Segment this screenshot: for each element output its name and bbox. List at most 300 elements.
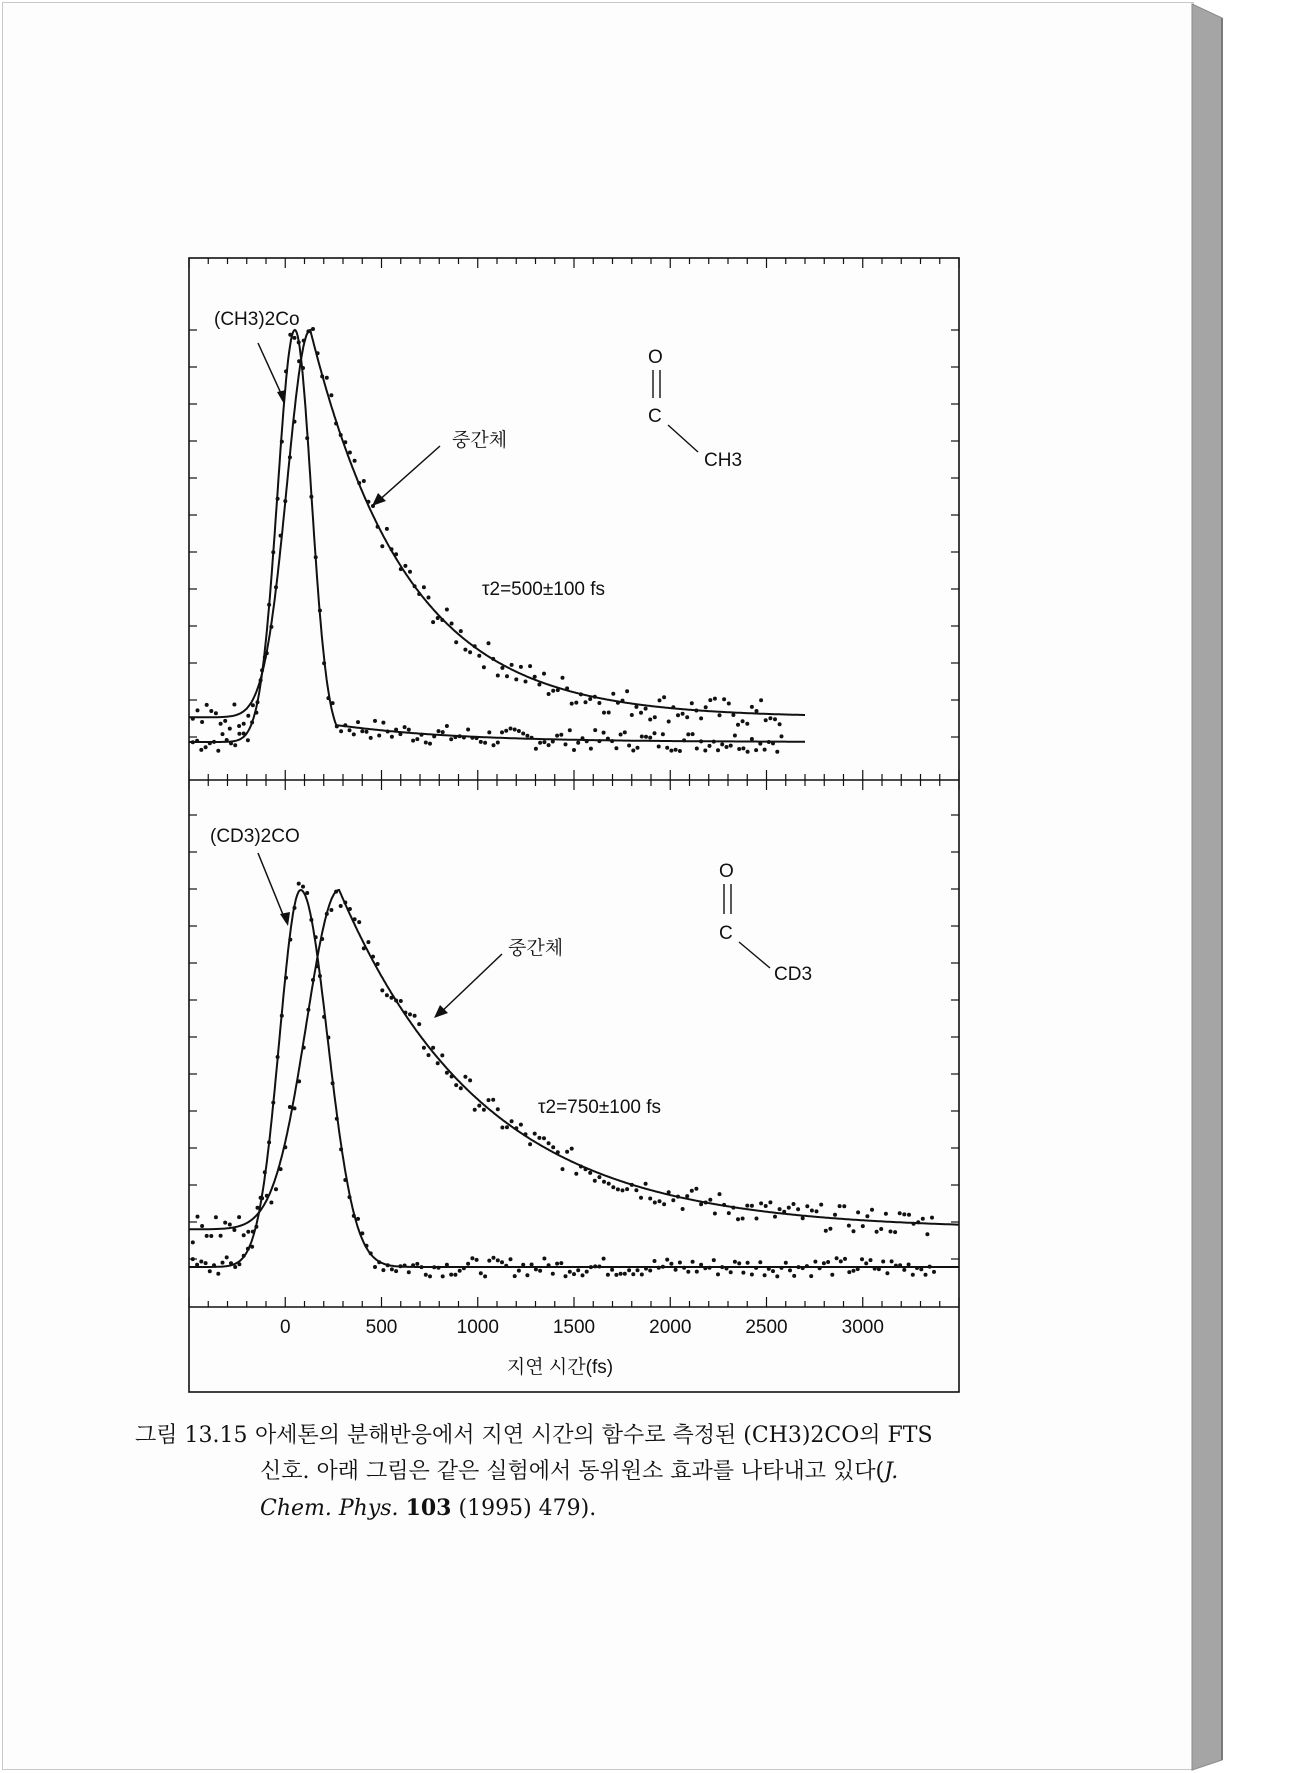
data-point bbox=[564, 1274, 568, 1278]
data-point bbox=[775, 750, 779, 754]
data-point bbox=[644, 735, 648, 739]
data-point bbox=[450, 622, 454, 626]
data-point bbox=[856, 1210, 860, 1214]
top-tau-label: τ2=500±100 fs bbox=[482, 579, 606, 600]
data-point bbox=[509, 727, 513, 731]
data-point bbox=[568, 1270, 572, 1274]
data-point bbox=[648, 1197, 652, 1201]
data-point bbox=[639, 1196, 643, 1200]
top-single-bond bbox=[668, 425, 698, 452]
data-point bbox=[662, 695, 666, 699]
data-point bbox=[780, 734, 784, 738]
data-point bbox=[381, 721, 385, 725]
x-tick-labels bbox=[280, 1317, 884, 1338]
data-point bbox=[223, 719, 227, 723]
data-point bbox=[691, 1260, 695, 1264]
data-point bbox=[525, 734, 529, 738]
data-point bbox=[534, 747, 538, 751]
bottom-structure bbox=[719, 861, 812, 985]
plot-frame bbox=[189, 258, 959, 1392]
top-structure bbox=[648, 347, 742, 471]
data-point bbox=[555, 734, 559, 738]
data-point bbox=[223, 1221, 227, 1225]
data-point bbox=[339, 904, 343, 908]
top-intermediate-label: 중간체 bbox=[452, 430, 508, 451]
data-point bbox=[542, 1136, 546, 1140]
data-point bbox=[431, 620, 435, 624]
data-point bbox=[842, 1204, 846, 1208]
data-point bbox=[737, 747, 741, 751]
data-point bbox=[570, 702, 574, 706]
data-point bbox=[237, 724, 241, 728]
data-point bbox=[517, 1269, 521, 1273]
data-point bbox=[671, 1198, 675, 1202]
data-point bbox=[200, 720, 204, 724]
data-point bbox=[606, 1273, 610, 1277]
data-point bbox=[228, 1223, 232, 1227]
data-point bbox=[424, 741, 428, 745]
data-point bbox=[703, 749, 707, 753]
data-point bbox=[813, 1260, 817, 1264]
data-point bbox=[665, 746, 669, 750]
data-point bbox=[415, 1262, 419, 1266]
data-point bbox=[833, 1213, 837, 1217]
top-intermediate-arrow bbox=[376, 446, 440, 503]
data-point bbox=[441, 1274, 445, 1278]
bottom-panel bbox=[189, 826, 959, 1278]
data-point bbox=[763, 748, 767, 752]
data-point bbox=[729, 1270, 733, 1274]
data-point bbox=[864, 1261, 868, 1265]
data-point bbox=[473, 1108, 477, 1112]
data-point bbox=[602, 1257, 606, 1261]
caption-label: 그림 13.15 bbox=[135, 1423, 248, 1448]
data-point bbox=[208, 1269, 212, 1273]
data-point bbox=[246, 714, 250, 718]
data-point bbox=[510, 1119, 514, 1123]
data-point bbox=[879, 1227, 883, 1231]
data-point bbox=[809, 1274, 813, 1278]
data-point bbox=[487, 730, 491, 734]
data-point bbox=[653, 731, 657, 735]
data-point bbox=[860, 1257, 864, 1261]
data-point bbox=[839, 1259, 843, 1263]
data-point bbox=[665, 1258, 669, 1262]
data-point bbox=[482, 1108, 486, 1112]
data-point bbox=[678, 1261, 682, 1265]
data-point bbox=[674, 1268, 678, 1272]
data-point bbox=[348, 451, 352, 455]
x-tick-label: 1000 bbox=[456, 1317, 499, 1338]
data-point bbox=[686, 1270, 690, 1274]
data-point bbox=[644, 707, 648, 711]
data-point bbox=[653, 1259, 657, 1263]
data-point bbox=[551, 1145, 555, 1149]
data-point bbox=[348, 728, 352, 732]
data-point bbox=[788, 1268, 792, 1272]
data-point bbox=[492, 1256, 496, 1260]
bottom-parent-curve bbox=[189, 890, 959, 1267]
data-point bbox=[625, 689, 629, 693]
data-point bbox=[669, 749, 673, 753]
data-point bbox=[614, 1273, 618, 1277]
data-point bbox=[890, 1259, 894, 1263]
data-point bbox=[773, 1215, 777, 1219]
data-point bbox=[519, 1123, 523, 1127]
data-point bbox=[568, 728, 572, 732]
data-point bbox=[607, 1182, 611, 1186]
data-point bbox=[729, 744, 733, 748]
figure-caption bbox=[135, 1418, 1015, 1527]
data-point bbox=[835, 1256, 839, 1260]
data-point bbox=[514, 677, 518, 681]
data-point bbox=[661, 732, 665, 736]
data-point bbox=[233, 743, 237, 747]
data-point bbox=[491, 1098, 495, 1102]
data-point bbox=[496, 1258, 500, 1262]
caption-line-2: 신호. 아래 그림은 같은 실험에서 동위원소 효과를 나타내고 있다( bbox=[260, 1459, 885, 1484]
data-point bbox=[362, 479, 366, 483]
data-point bbox=[542, 1257, 546, 1261]
data-point bbox=[875, 1230, 879, 1234]
data-point bbox=[561, 676, 565, 680]
data-point bbox=[242, 722, 246, 726]
data-point bbox=[746, 1261, 750, 1265]
bottom-intermediate-arrow bbox=[438, 954, 502, 1015]
data-point bbox=[440, 1053, 444, 1057]
data-point bbox=[784, 1261, 788, 1265]
data-point bbox=[221, 1261, 225, 1265]
data-point bbox=[385, 527, 389, 531]
data-point bbox=[662, 1202, 666, 1206]
data-point bbox=[907, 1213, 911, 1217]
data-point bbox=[547, 692, 551, 696]
data-point bbox=[911, 1273, 915, 1277]
data-point bbox=[870, 1208, 874, 1212]
data-point bbox=[597, 1175, 601, 1179]
data-point bbox=[572, 1272, 576, 1276]
data-point bbox=[572, 748, 576, 752]
data-point bbox=[607, 711, 611, 715]
data-point bbox=[681, 1207, 685, 1211]
data-point bbox=[792, 1274, 796, 1278]
data-point bbox=[570, 1147, 574, 1151]
data-point bbox=[930, 1216, 934, 1220]
data-point bbox=[517, 729, 521, 733]
data-point bbox=[417, 1022, 421, 1026]
data-point bbox=[216, 1272, 220, 1276]
bottom-molecule-arrow bbox=[258, 853, 286, 922]
data-point bbox=[704, 705, 708, 709]
data-point bbox=[902, 1212, 906, 1216]
data-point bbox=[482, 665, 486, 669]
data-point bbox=[685, 715, 689, 719]
data-point bbox=[445, 724, 449, 728]
data-point bbox=[576, 1268, 580, 1272]
data-point bbox=[584, 700, 588, 704]
data-point bbox=[301, 885, 305, 889]
data-point bbox=[269, 1201, 273, 1205]
data-point bbox=[369, 736, 373, 740]
data-point bbox=[559, 1261, 563, 1265]
data-point bbox=[639, 711, 643, 715]
data-point bbox=[695, 747, 699, 751]
data-point bbox=[547, 743, 551, 747]
data-point bbox=[205, 703, 209, 707]
data-point bbox=[653, 1201, 657, 1205]
data-point bbox=[619, 733, 623, 737]
data-point bbox=[581, 1273, 585, 1277]
data-point bbox=[377, 734, 381, 738]
data-point bbox=[658, 698, 662, 702]
data-point bbox=[196, 708, 200, 712]
data-point bbox=[648, 736, 652, 740]
data-point bbox=[686, 732, 690, 736]
data-point bbox=[674, 748, 678, 752]
caption-year-page: (1995) 479). bbox=[458, 1496, 597, 1521]
data-point bbox=[685, 1194, 689, 1198]
data-point bbox=[428, 742, 432, 746]
data-point bbox=[925, 1232, 929, 1236]
data-point bbox=[727, 1211, 731, 1215]
data-point bbox=[722, 697, 726, 701]
data-point bbox=[695, 1270, 699, 1274]
data-point bbox=[413, 1014, 417, 1018]
data-point bbox=[847, 1224, 851, 1228]
data-point bbox=[597, 701, 601, 705]
data-point bbox=[233, 1265, 237, 1269]
data-point bbox=[551, 1272, 555, 1276]
data-point bbox=[436, 1061, 440, 1065]
data-point bbox=[625, 1187, 629, 1191]
data-point bbox=[750, 1204, 754, 1208]
data-point bbox=[667, 720, 671, 724]
data-point bbox=[636, 746, 640, 750]
bottom-methyl-label: CD3 bbox=[774, 964, 813, 985]
data-point bbox=[588, 697, 592, 701]
data-point bbox=[204, 745, 208, 749]
data-point bbox=[712, 1258, 716, 1262]
data-point bbox=[394, 1269, 398, 1273]
data-point bbox=[437, 729, 441, 733]
data-point bbox=[669, 1262, 673, 1266]
data-point bbox=[475, 1258, 479, 1262]
data-point bbox=[826, 1260, 830, 1264]
data-point bbox=[745, 1204, 749, 1208]
data-point bbox=[454, 640, 458, 644]
data-point bbox=[219, 722, 223, 726]
data-point bbox=[708, 744, 712, 748]
data-point bbox=[861, 1224, 865, 1228]
bottom-single-bond bbox=[739, 942, 770, 968]
data-point bbox=[477, 1104, 481, 1108]
data-point bbox=[542, 740, 546, 744]
data-point bbox=[449, 737, 453, 741]
x-tick-label: 2000 bbox=[649, 1317, 692, 1338]
data-point bbox=[869, 1258, 873, 1262]
data-point bbox=[407, 728, 411, 732]
data-point bbox=[221, 732, 225, 736]
data-point bbox=[678, 749, 682, 753]
data-point bbox=[589, 747, 593, 751]
data-point bbox=[593, 1179, 597, 1183]
data-point bbox=[746, 750, 750, 754]
data-point bbox=[191, 1240, 195, 1244]
data-point bbox=[602, 711, 606, 715]
tick-marks bbox=[189, 258, 959, 1307]
x-tick-label: 1500 bbox=[552, 1317, 596, 1338]
data-point bbox=[459, 629, 463, 633]
data-point bbox=[614, 746, 618, 750]
data-point bbox=[623, 730, 627, 734]
x-tick-label: 3000 bbox=[841, 1317, 884, 1338]
bottom-oxygen-label: O bbox=[719, 861, 734, 882]
data-point bbox=[399, 999, 403, 1003]
data-point bbox=[293, 336, 297, 340]
data-point bbox=[246, 1230, 250, 1234]
data-point bbox=[843, 1257, 847, 1261]
data-point bbox=[199, 1260, 203, 1264]
data-point bbox=[199, 748, 203, 752]
data-point bbox=[708, 698, 712, 702]
data-point bbox=[775, 1274, 779, 1278]
data-point bbox=[824, 1229, 828, 1233]
data-point bbox=[828, 1227, 832, 1231]
data-point bbox=[311, 327, 315, 331]
data-point bbox=[390, 735, 394, 739]
data-point bbox=[822, 1261, 826, 1265]
data-point bbox=[505, 674, 509, 678]
data-point bbox=[487, 1098, 491, 1102]
caption-volume: 103 bbox=[405, 1495, 452, 1521]
data-point bbox=[847, 1270, 851, 1274]
data-point bbox=[510, 663, 514, 667]
bottom-molecule-arrowhead bbox=[280, 912, 290, 926]
top-intermediate-arrowhead bbox=[372, 493, 386, 506]
data-point bbox=[758, 1260, 762, 1264]
data-point bbox=[513, 728, 517, 732]
data-point bbox=[528, 664, 532, 668]
data-point bbox=[636, 1268, 640, 1272]
data-point bbox=[623, 1272, 627, 1276]
data-point bbox=[561, 1167, 565, 1171]
data-point bbox=[653, 715, 657, 719]
top-oxygen-label: O bbox=[648, 347, 663, 368]
data-point bbox=[574, 701, 578, 705]
data-point bbox=[505, 1125, 509, 1129]
data-point bbox=[415, 737, 419, 741]
data-point bbox=[504, 729, 508, 733]
data-point bbox=[838, 1204, 842, 1208]
data-point bbox=[924, 1273, 928, 1277]
data-point bbox=[427, 596, 431, 600]
data-point bbox=[611, 1185, 615, 1189]
data-point bbox=[602, 1180, 606, 1184]
data-point bbox=[574, 1172, 578, 1176]
data-point bbox=[559, 733, 563, 737]
data-point bbox=[750, 737, 754, 741]
data-point bbox=[479, 740, 483, 744]
data-point bbox=[500, 1260, 504, 1264]
data-point bbox=[242, 1233, 246, 1237]
data-point bbox=[373, 719, 377, 723]
data-point bbox=[621, 1188, 625, 1192]
caption-journal: Chem. Phys. bbox=[260, 1496, 399, 1521]
data-point bbox=[325, 376, 329, 380]
data-point bbox=[225, 1255, 229, 1259]
data-point bbox=[631, 1272, 635, 1276]
bottom-intermediate-label: 중간체 bbox=[508, 938, 564, 959]
data-point bbox=[932, 1270, 936, 1274]
data-point bbox=[764, 1204, 768, 1208]
data-point bbox=[564, 742, 568, 746]
data-point bbox=[634, 1188, 638, 1192]
data-point bbox=[530, 1263, 534, 1267]
data-point bbox=[196, 1215, 200, 1219]
data-point bbox=[427, 1053, 431, 1057]
data-point bbox=[547, 1141, 551, 1145]
data-point bbox=[408, 570, 412, 574]
data-point bbox=[407, 1270, 411, 1274]
data-point bbox=[593, 728, 597, 732]
data-point bbox=[538, 1269, 542, 1273]
data-point bbox=[537, 683, 541, 687]
data-point bbox=[487, 1259, 491, 1263]
data-point bbox=[565, 1150, 569, 1154]
data-point bbox=[466, 1262, 470, 1266]
bottom-data-points bbox=[191, 882, 936, 1279]
data-point bbox=[885, 1271, 889, 1275]
data-point bbox=[640, 1273, 644, 1277]
data-point bbox=[528, 1142, 532, 1146]
data-point bbox=[428, 1274, 432, 1278]
data-point bbox=[648, 1269, 652, 1273]
data-point bbox=[496, 741, 500, 745]
data-point bbox=[708, 1198, 712, 1202]
data-point bbox=[205, 1234, 209, 1238]
data-point bbox=[764, 718, 768, 722]
data-point bbox=[403, 725, 407, 729]
top-panel bbox=[189, 309, 805, 754]
data-point bbox=[759, 1201, 763, 1205]
data-point bbox=[555, 1262, 559, 1266]
data-point bbox=[542, 672, 546, 676]
data-point bbox=[477, 654, 481, 658]
data-point bbox=[713, 697, 717, 701]
data-point bbox=[741, 1217, 745, 1221]
data-point bbox=[810, 1209, 814, 1213]
data-point bbox=[496, 674, 500, 678]
data-point bbox=[921, 1217, 925, 1221]
data-point bbox=[214, 1215, 218, 1219]
data-point bbox=[736, 1217, 740, 1221]
top-carbon-label: C bbox=[648, 406, 662, 427]
data-point bbox=[801, 1216, 805, 1220]
data-point bbox=[209, 709, 213, 713]
data-point bbox=[339, 729, 343, 733]
data-point bbox=[694, 1187, 698, 1191]
data-point bbox=[352, 732, 356, 736]
data-point bbox=[805, 1204, 809, 1208]
data-point bbox=[385, 993, 389, 997]
x-tick-label: 2500 bbox=[745, 1317, 788, 1338]
data-point bbox=[627, 744, 631, 748]
caption-line-1: 아세톤의 분해반응에서 지연 시간의 함수로 측정된 (CH3)2CO의 FTS bbox=[255, 1423, 933, 1448]
data-point bbox=[537, 1136, 541, 1140]
data-point bbox=[365, 730, 369, 734]
data-point bbox=[232, 703, 236, 707]
data-point bbox=[214, 711, 218, 715]
